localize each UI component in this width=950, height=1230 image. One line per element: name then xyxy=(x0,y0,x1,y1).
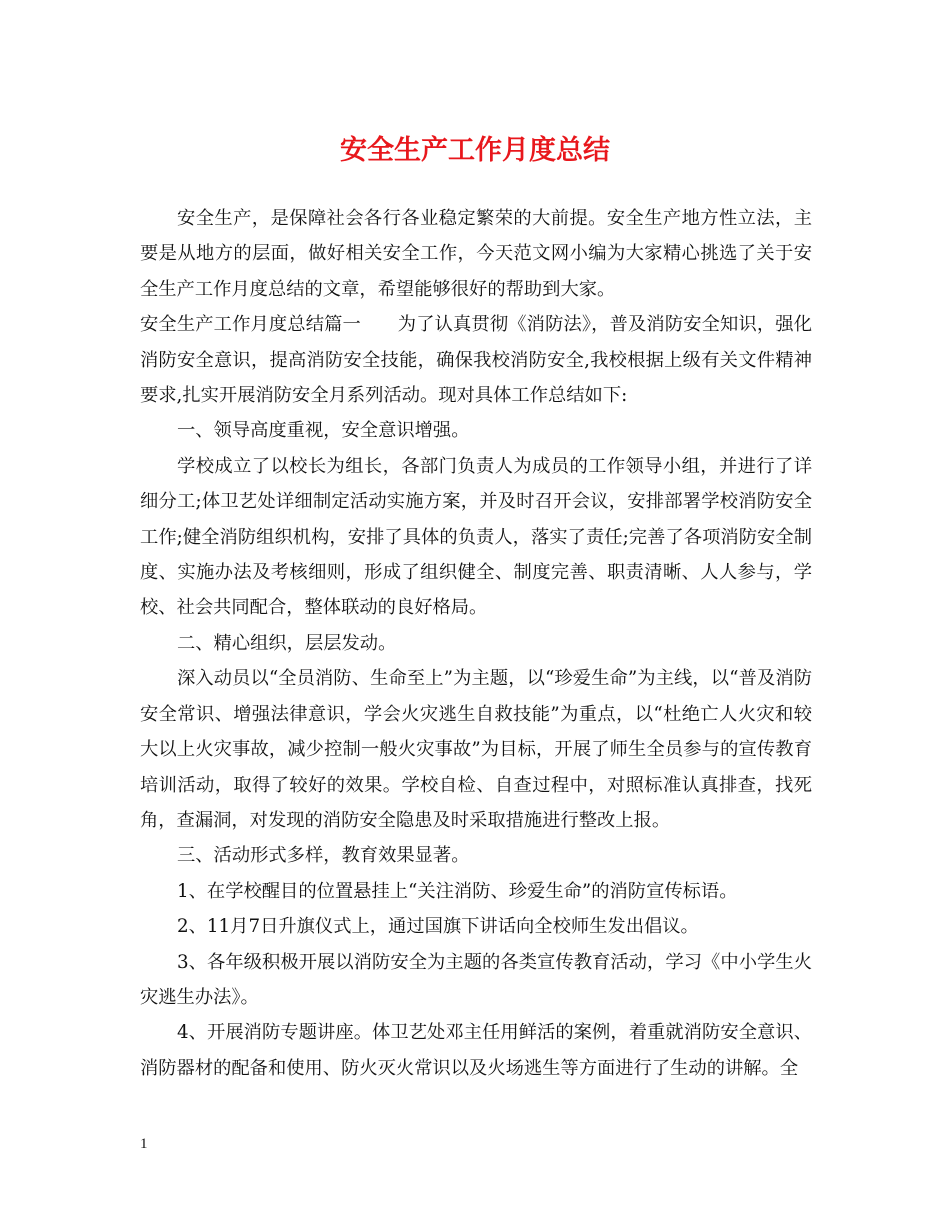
list-item-2: 2、11月7日升旗仪式上，通过国旗下讲话向全校师生发出倡议。 xyxy=(177,916,699,938)
document-title: 安全生产工作月度总结 xyxy=(340,135,610,166)
heading-section-one: 一、领导高度重视，安全意识增强。 xyxy=(177,420,470,442)
page-number: 1 xyxy=(140,1136,148,1152)
paragraph-chapter-one: 安全生产工作月度总结篇一 为了认真贯彻《消防法》，普及消防安全知识，强化消防安全意识，提高消防安全技能，确保我校消防安全,我校根据上级有关文件精神要求,扎实开展消防安全月系列活动。现对具体工作总结如下: xyxy=(140,314,812,407)
heading-section-three: 三、活动形式多样，教育效果显著。 xyxy=(177,845,470,867)
paragraph-intro: 安全生产，是保障社会各行各业稳定繁荣的大前提。安全生产地方性立法，主要是从地方的层面，做好相关安全工作，今天范文网小编为大家精心挑选了关于安全生产工作月度总结的文章，希望能够很好的帮助到大家。 xyxy=(140,208,812,300)
list-item-1: 1、在学校醒目的位置悬挂上“关注消防、珍爱生命”的消防宣传标语。 xyxy=(177,880,738,902)
paragraph-section-two: 深入动员以“全员消防、生命至上”为主题，以“珍爱生命”为主线，以“普及消防安全常识、增强法律意识，学会火灾逃生自救技能”为重点，以“杜绝亡人火灾和较大以上火灾事故，减少控制一般火灾事故”为目标，开展了师生全员参与的宣传教育培训活动，取得了较好的效果。学校自检、自查过程中，对照标准认真排查，找死角，查漏洞，对发现的消防安全隐患及时采取措施进行整改上报。 xyxy=(140,668,812,831)
document-body xyxy=(140,201,812,1086)
list-item-3: 3、各年级积极开展以消防安全为主题的各类宣传教育活动，学习《中小学生火灾逃生办法》。 xyxy=(140,951,812,1008)
list-item-4: 4、开展消防专题讲座。体卫艺处邓主任用鲜活的案例，着重就消防安全意识、消防器材的配备和使用、防火灭火常识以及火场逃生等方面进行了生动的讲解。全 xyxy=(140,1022,812,1079)
paragraph-section-one: 学校成立了以校长为组长，各部门负责人为成员的工作领导小组，并进行了详细分工;体卫艺处详细制定活动实施方案，并及时召开会议，安排部署学校消防安全工作;健全消防组织机构，安排了具体的负责人，落实了责任;完善了各项消防安全制度、实施办法及考核细则，形成了组织健全、制度完善、职责清晰、人人参与，学校、社会共同配合，整体联动的良好格局。 xyxy=(140,455,812,619)
heading-section-two: 二、精心组织，层层发动。 xyxy=(177,632,397,654)
